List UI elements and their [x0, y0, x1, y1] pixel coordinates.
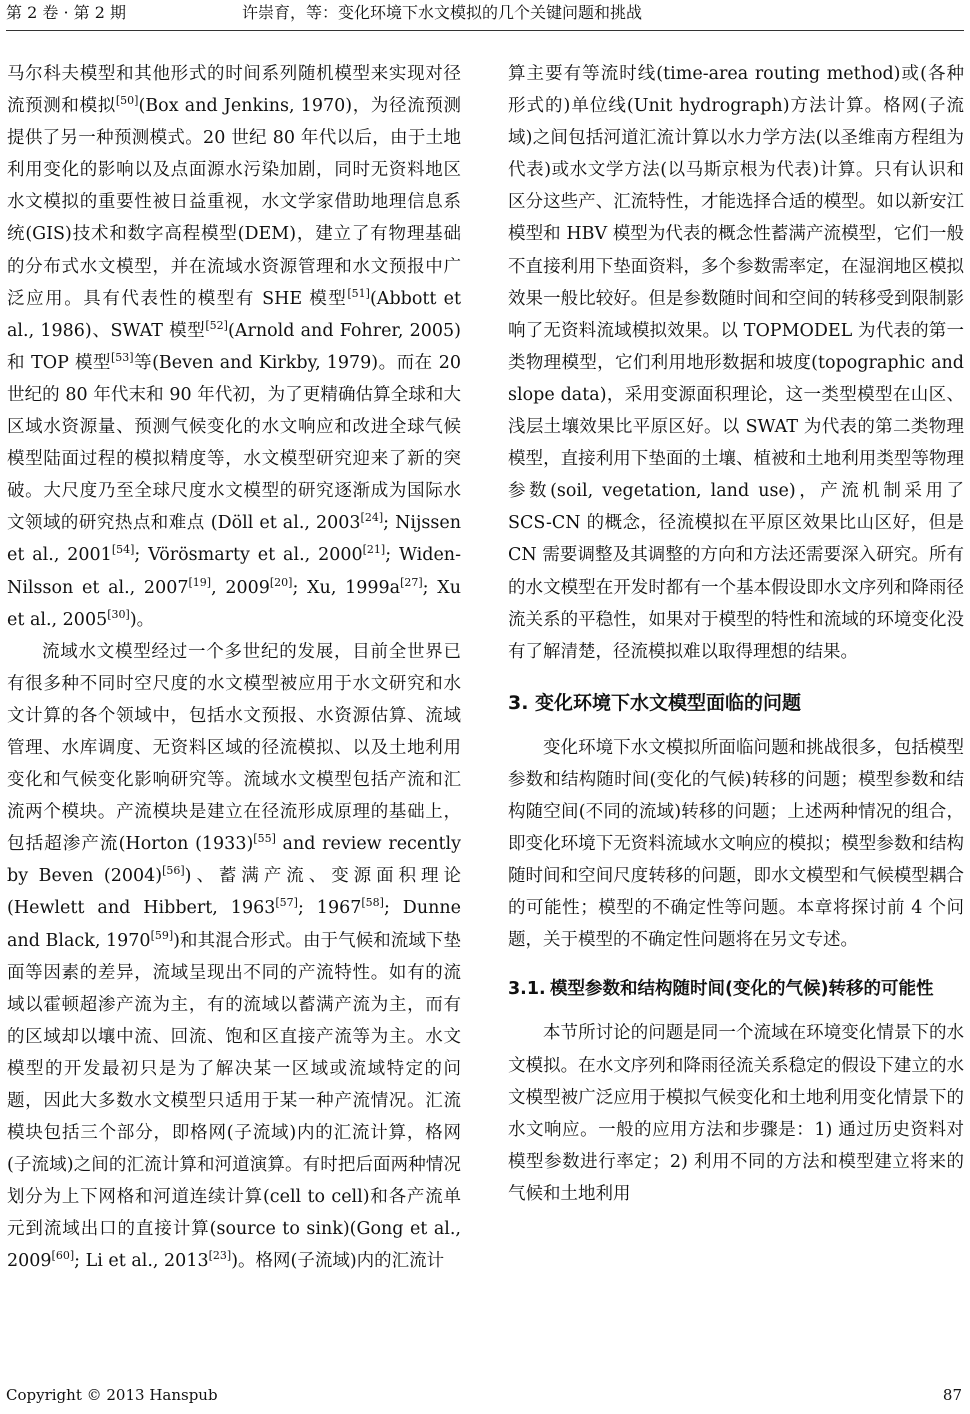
citation: [55] [253, 832, 276, 846]
citation: [59] [150, 928, 174, 942]
right-column [508, 58, 964, 1210]
paragraph: 变化环境下水文模拟所面临问题和挑战很多，包括模型参数和结构随时间(变化的气候)转移的问题；模型参数和结构随空间(不同的流域)转移的问题；上述两种情况的组合，即变化环境下无资料流域水文响应的模拟；模型参数和结构随时间和空间尺度转移的问题，即水文模型和气候模型耦合的可能性；模型的不确定性等问题。本章将探讨前 4 个问题，关于模型的不确定性问题将在另文专述。 [508, 737, 964, 951]
citation: [20] [269, 575, 293, 589]
paragraph: 算主要有等流时线(time-area routing method)或(各种形式的)单位线(Unit hydrograph)方法计算。格网(子流域)之间包括河道汇流计算以水力学方法(以圣维南方程组为代表)或水文学方法(以马斯京根为代表)计算。只有认识和区分这些产、汇流特性，才能选择合适的模型。如以新安江模型和 HBV 模型为代表的概念性蓄满产流模型，它们一般不直接利用下垫面资料，多个参数需率定，在湿润地区模拟效果一般比较好。但是参数随时间和空间的转移受到限制影响了无资料流域模拟效果。以 TOPMODEL 为代表的第一类物理模型，它们利用地形数据和坡度(topographic and slope data)，采用变源面积理论，这一类型模型在山区、浅层土壤效果比平原区好。以 SWAT 为代表的第二类物理模型，直接利用下垫面的土壤、植被和土地利用类型等物理参数(soil, vegetation, land use)，产流机制采用了 SCS-CN 的概念，径流模拟在平原区效果比山区好，但是 CN 需要调整及其调整的方向和方法还需要深入研究。所有的水文模型在开发时都有一个基本假设即水文序列和降雨径流关系的平稳性，如果对于模型的特性和流域的环境变化没有了解清楚，径流模拟难以取得理想的结果。 [508, 64, 964, 662]
page-number: 87 [942, 1386, 962, 1404]
citation: [53] [110, 350, 134, 364]
subsection-heading [508, 974, 964, 1005]
citation: [54] [111, 543, 135, 557]
citation: [23] [208, 1249, 232, 1263]
citation: [56] [162, 864, 185, 878]
section-heading: 3. 变化环境下水文模型面临的问题 [508, 691, 802, 714]
paragraph: 马尔科夫模型和其他形式的时间系列随机模型来实现对径流预测和模拟[50](Box and Jenkins, 1970)，为径流预测提供了另一种预测模式。20 世纪 80 年代以后，由于土地利用变化的影响以及点面源水污染加剧，同时无资料地区水文模拟的重要性被日益重视，水文学家借助地理信息系统(GIS)技术和数字高程模型(DEM)，建立了有物理基础的分布式水文模型，并在流域水资源管理和水文预报中广泛应用。具有代表性的模型有 SHE 模型[51](Abbott et al., 1986)、SWAT 模型[52](Arnold and Fohrer, 2005)和 TOP 模型[53]等(Beven and Kirkby, 1979)。而在 20 世纪的 80 年代末和 90 年代初，为了更精确估算全球和大区域水资源量、预测气候变化的水文响应和改进全球气候模型陆面过程的模拟精度等，水文模型研究迎来了新的突破。大尺度乃至全球尺度水文模型的研究逐渐成为国际水文领域的研究热点和难点 (Döll et al., 2003[24]; Nijssen et al., 2001[54]; Vörösmarty et al., 2000[21]; Widen-Nilsson et al., 2007[19], 2009[20]; Xu, 1999a[27]; Xu et al., 2005[30])。 [7, 64, 461, 630]
citation: [30] [107, 607, 130, 621]
running-title: 许崇育，等：变化环境下水文模拟的几个关键问题和挑战 [242, 3, 643, 22]
journal-volume-issue: 第 2 卷 · 第 2 期 [6, 3, 126, 22]
subsection-number: 3.1. [508, 979, 546, 1000]
paragraph: 流域水文模型经过一个多世纪的发展，目前全世界已有很多种不同时空尺度的水文模型被应用于水文研究和水文计算的各个领域中，包括水文预报、水资源估算、流域管理、水库调度、无资料区域的径流模拟、以及土地利用变化和气候变化影响研究等。流域水文模型包括产流和汇流两个模块。产流模块是建立在径流形成原理的基础上，包括超渗产流(Horton (1933)[55] and review recently by Beven (2004)[56])、蓄满产流、变源面积理论(Hewlett and Hibbert, 1963[57]; 1967[58]; Dunne and Black, 1970[59])和其混合形式。由于气候和流域下垫面等因素的差异，流域呈现出不同的产流特性。如有的流域以霍顿超渗产流为主，有的流域以蓄满产流为主，而有的区域却以壤中流、回流、饱和区直接产流等为主。水文模型的开发最初只是为了解决某一区域或流域特定的问题，因此大多数水文模型只适用于某一种产流情况。汇流模块包括三个部分，即格网(子流域)内的汇流计算，格网(子流域)之间的汇流计算和河道演算。有时把后面两种情况划分为上下网格和河道连续计算(cell to cell)和各产流单元到流域出口的直接计算(source to sink)(Gong et al., 2009[60]; Li et al., 2013[23])。格网(子流域)内的汇流计 [7, 641, 462, 1272]
citation: [52] [205, 318, 228, 332]
citation: [51] [347, 286, 370, 300]
citation: [57] [275, 896, 298, 910]
left-column [7, 58, 461, 1278]
citation: [27] [400, 575, 423, 589]
paragraph: 本节所讨论的问题是同一个流域在环境变化情景下的水文模拟。在水文序列和降雨径流关系稳定的假设下建立的水文模型被广泛应用于模拟气候变化和土地利用变化情景下的水文响应。一般的应用方法和步骤是：1) 通过历史资料对模型参数进行率定；2) 利用不同的方法和模型建立将来的气候和土地利用 [508, 1023, 964, 1204]
citation: [21] [362, 543, 386, 557]
citation: [24] [360, 511, 384, 525]
citation: [19] [188, 575, 212, 589]
copyright: Copyright © 2013 Hanspub [6, 1386, 218, 1404]
running-header [6, 0, 964, 31]
citation: [60] [51, 1249, 75, 1263]
citation: [50] [115, 94, 139, 108]
subsection-title: 模型参数和结构随时间(变化的气候)转移的可能性 [550, 979, 934, 1000]
citation: [58] [361, 896, 384, 910]
